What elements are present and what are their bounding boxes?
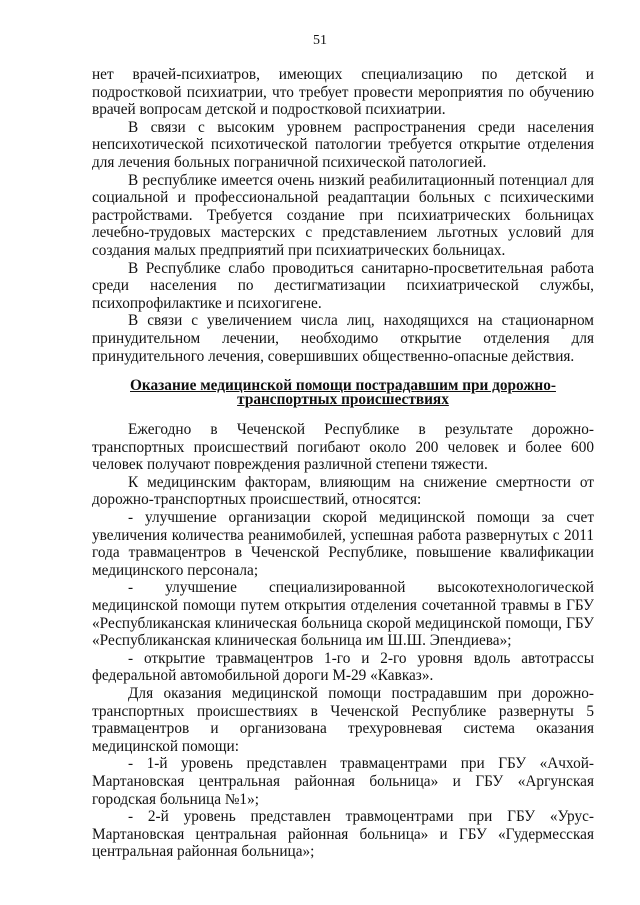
paragraph-neurotic-disorders: В связи с высоким уровнем распространения среди населения непсихотической психотической патологии требуется открытие отделения для лечения больных пограничной психической патологией. bbox=[92, 118, 594, 171]
paragraph-sanitary-education: В Республике слабо проводиться санитарно-просветительная работа среди населения по дестигматизации психиатрической службы, психопрофилактике и психогигене. bbox=[92, 259, 594, 312]
paragraph-three-level-system: Для оказания медицинской помощи пострадавшим при дорожно-транспортных происшествиях в Чеченской Республике развернуты 5 травмацентров и организована трехуровневая система оказания медицинской помощи: bbox=[92, 685, 594, 755]
paragraph-continuation: нет врачей-психиатров, имеющих специализацию по детской и подростковой психиатрии, что требует провести мероприятия по обучению врачей вопросам детской и подростковой психиатрии. bbox=[92, 66, 594, 119]
section-heading-line-2: транспортных происшествиях bbox=[237, 391, 449, 409]
section-heading-line-1: Оказание медицинской помощи пострадавшим при дорожно- bbox=[130, 377, 556, 395]
paragraph-rehabilitation: В республике имеется очень низкий реабилитационный потенциал для социальной и профессиональной реадаптации больных с психическими растройствами. Требуется создание при психиатрических больницах лечебно-трудовых мастерских с представлением льготных условий для создания малых предприятий при психиатрических больницах. bbox=[92, 171, 594, 259]
page-number: 51 bbox=[313, 33, 327, 48]
list-item-trauma-centers-highway: - открытие травмацентров 1-го и 2-го уровня вдоль автотрассы федеральной автомобильной дороги М-29 «Кавказ». bbox=[92, 649, 594, 685]
paragraph-compulsory-treatment: В связи с увеличением числа лиц, находящихся на стационарном принудительном лечении, необходимо открытие отделения для принудительного лечения, совершивших общественно-опасные действия. bbox=[92, 312, 594, 365]
paragraph-medical-factors: К медицинским факторам, влияющим на снижение смертности от дорожно-транспортных происшествий, относятся: bbox=[92, 473, 594, 509]
page-content bbox=[92, 66, 594, 861]
list-item-ambulance: - улучшение организации скорой медицинской помощи за счет увеличения количества реанимобилей, успешная работа развернутых с 2011 года травмацентров в Чеченской Республике, повышение квалификации медицинского персонала; bbox=[92, 509, 594, 579]
list-item-level-1: - 1-й уровень представлен травмацентрами при ГБУ «Ачхой-Мартановская центральная районная больница» и ГБУ «Аргунская городская больница №1»; bbox=[92, 755, 594, 808]
list-item-level-2: - 2-й уровень представлен травмоцентрами при ГБУ «Урус-Мартановская центральная районная больница» и ГБУ «Гудермесская центральная районная больница»; bbox=[92, 808, 594, 861]
paragraph-annual-statistics: Ежегодно в Чеченской Республике в результате дорожно-транспортных происшествий погибают около 200 человек и более 600 человек получают повреждения различной степени тяжести. bbox=[92, 421, 594, 474]
list-item-specialized-care: - улучшение специализированной высокотехнологической медицинской помощи путем открытия отделения сочетанной травмы в ГБУ «Республиканская клиническая больница скорой медицинской помощи, ГБУ «Республиканская клиническая больница им Ш.Ш. Эпендиева»; bbox=[92, 579, 594, 650]
section-heading bbox=[92, 379, 594, 407]
